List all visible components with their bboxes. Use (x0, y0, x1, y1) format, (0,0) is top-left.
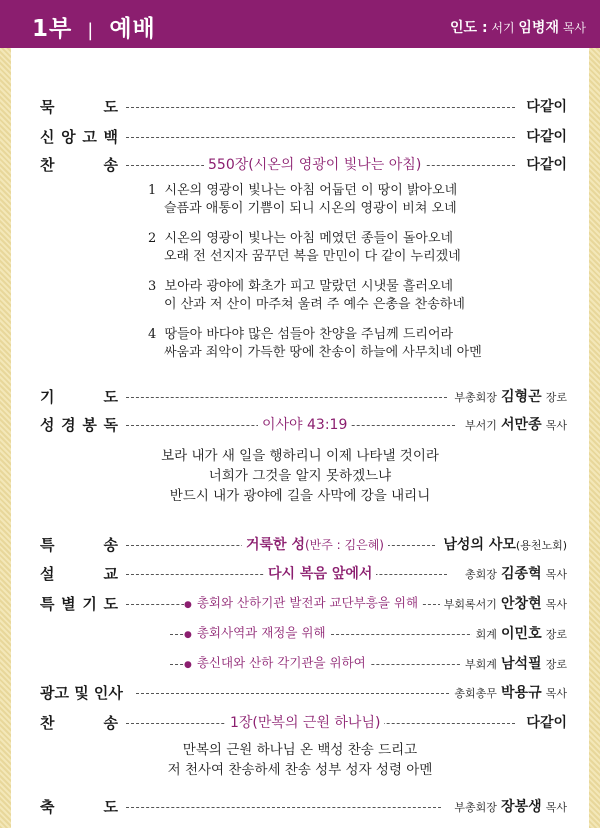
prayer-topic: ● 총회사역과 재정을 위해 (184, 623, 330, 641)
participant: 부회록서기 안창현 목사 (440, 593, 567, 613)
label-creed: 신 앙 고 백 (40, 128, 118, 146)
prayer-topic: ● 총회와 산하기관 발전과 교단부흥을 위해 (184, 593, 422, 611)
participant: 총회장 김종혁 목사 (461, 563, 567, 583)
sermon-title: 다시 복음 앞에서 (264, 563, 376, 583)
leader-suffix: 목사 (562, 21, 586, 35)
program-header (0, 0, 600, 48)
row-special-prayer-2 (40, 623, 567, 645)
row-hymn-1 (40, 154, 567, 176)
participant: 부회계 남석필 장로 (461, 653, 567, 673)
row-announcements (40, 682, 567, 704)
label-benediction: 축 도 (40, 798, 118, 816)
label-special-prayer: 특 별 기 도 (40, 595, 118, 613)
left-border-decoration (0, 48, 11, 828)
label-scripture-reading: 성 경 봉 독 (40, 416, 118, 434)
hymn-title: 1장(만복의 근원 하나님) (226, 712, 384, 732)
participant: 남성의 사모(용천노회) (439, 534, 567, 554)
participant: 부총회장 김형곤 장로 (450, 386, 567, 406)
row-creed (40, 126, 567, 148)
row-hymn-2 (40, 712, 567, 734)
participant: 다같이 (522, 712, 567, 732)
row-special-prayer-3 (40, 653, 567, 675)
row-scripture-reading (40, 414, 567, 436)
leader-name: 임병재 (518, 20, 559, 36)
hymn-verses (148, 182, 482, 374)
participant: 다같이 (522, 126, 567, 146)
label-sermon: 설 교 (40, 565, 118, 583)
hymn-verse: 3 보아라 광야에 화초가 피고 말랐던 시냇물 흘러오네 이 산과 저 산이 마주쳐 울려 주 예수 은총을 찬송하네 (148, 279, 465, 312)
leader-role: 서기 (491, 21, 515, 35)
row-prayer (40, 386, 567, 408)
dotted-leader (126, 137, 515, 138)
title-part: 1부 (32, 16, 73, 42)
row-special-prayer (40, 593, 567, 615)
hymn-verse: 4 땅들아 바다야 많은 섬들아 찬양을 주님께 드리어라 싸움과 죄악이 가득한 땅에 찬송이 하늘에 사무치네 아멘 (148, 327, 482, 360)
row-special-song (40, 534, 567, 556)
section-title (32, 10, 156, 43)
participant: 부총회장 장봉생 목사 (450, 796, 567, 816)
participant: 다같이 (522, 96, 567, 116)
row-benediction (40, 796, 567, 818)
hymn-2-lyrics: 만복의 근원 하나님 온 백성 찬송 드리고 저 천사여 찬송하세 찬송 성부 성자 성령 아멘 (167, 742, 433, 778)
label-prayer: 기 도 (40, 388, 118, 406)
row-sermon (40, 563, 567, 585)
label-announcements: 광고 및 인사 (40, 684, 123, 702)
participant: 총회총무 박용규 목사 (450, 682, 567, 702)
hymn-title: 550장(시온의 영광이 빛나는 아침) (204, 154, 425, 174)
participant: 부서기 서만종 목사 (461, 414, 567, 434)
dotted-leader (126, 807, 441, 808)
title-name: 예배 (109, 16, 156, 42)
label-hymn: 찬 송 (40, 156, 118, 174)
scripture-reference: 이사야 43:19 (258, 414, 351, 434)
label-special-song: 특 송 (40, 536, 118, 554)
participant: 회계 이민호 장로 (472, 623, 567, 643)
special-song-title: 거룩한 성(반주 : 김은혜) (242, 534, 388, 554)
right-border-decoration (589, 48, 600, 828)
row-silent-prayer (40, 96, 567, 118)
dotted-leader (136, 693, 449, 694)
hymn-verse: 2 시온의 영광이 빛나는 아침 메였던 종들이 돌아오네 오래 전 선지자 꿈꾸던 복을 만민이 다 같이 누리겠네 (148, 231, 461, 264)
hymn-verse: 1 시온의 영광이 빛나는 아침 어둡던 이 땅이 밝아오네 슬픔과 애통이 기쁨이 되니 시온의 영광이 비쳐 오네 (148, 183, 458, 216)
service-leader (450, 17, 586, 37)
label-hymn: 찬 송 (40, 714, 118, 732)
dotted-leader (126, 107, 515, 108)
prayer-topic: ● 총신대와 산하 각기관을 위하여 (184, 653, 370, 671)
dotted-leader (126, 397, 447, 398)
title-separator: | (87, 20, 95, 41)
leader-label: 인도 : (450, 20, 488, 36)
participant: 다같이 (522, 154, 567, 174)
label-silent-prayer: 묵 도 (40, 98, 118, 116)
scripture-text: 보라 내가 새 일을 행하리니 이제 나타낼 것이라 너희가 그것을 알지 못하겠느냐 반드시 내가 광야에 길을 사막에 강을 내리니 (161, 448, 439, 504)
